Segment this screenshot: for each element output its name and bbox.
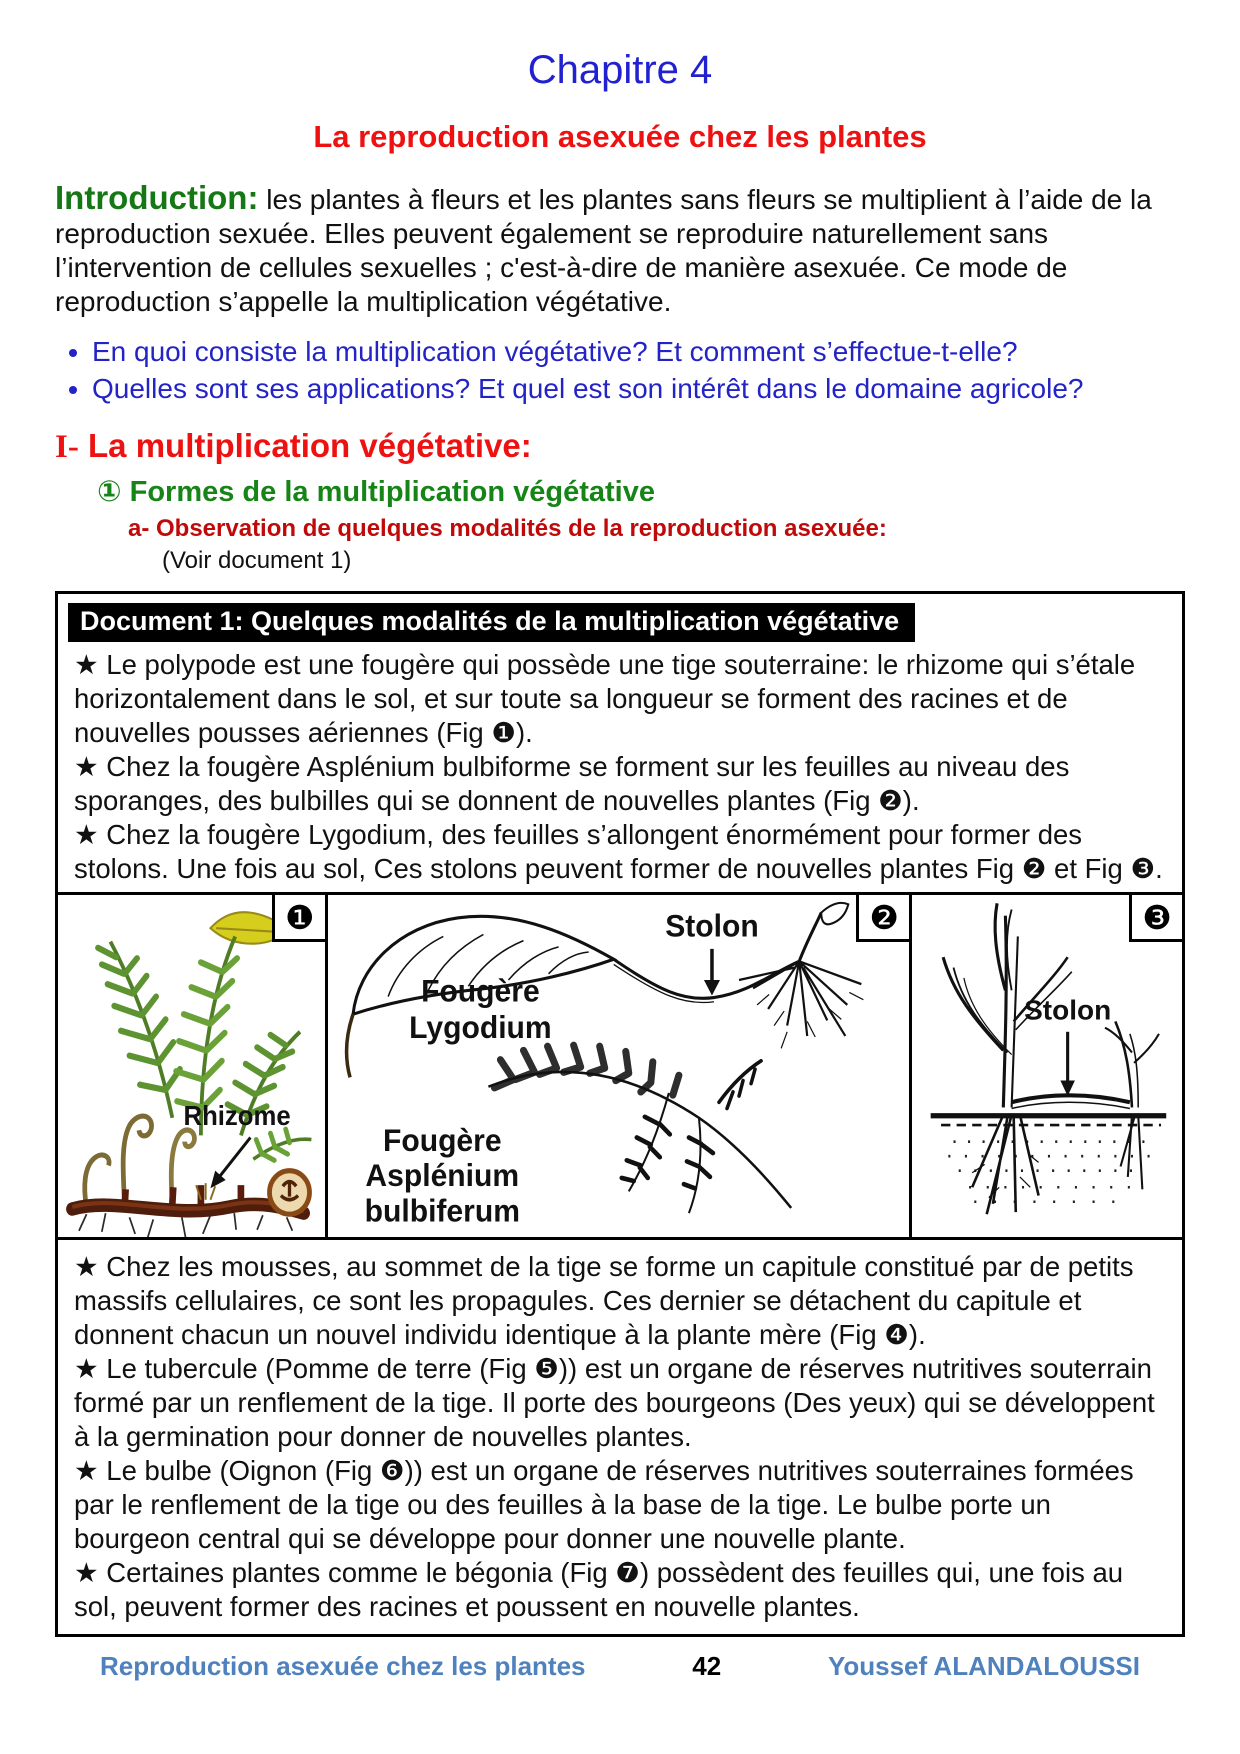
footer-course-title: Reproduction asexuée chez les plantes: [100, 1651, 586, 1681]
figure-2-badge: ❷: [856, 895, 909, 942]
figure-2-asplenium-label-line2: Asplénium: [365, 1158, 519, 1194]
figure-2-lygodium-asplenium: [328, 895, 912, 1237]
figure-1-rhizome-label: Rhizome: [183, 1100, 291, 1132]
section-heading-1: [55, 427, 1240, 466]
figure-2-stolon-label: Stolon: [664, 909, 759, 944]
question-item-1: • En quoi consiste la multiplication végétative? Et comment s’effectue-t-elle?: [92, 333, 1240, 370]
doc-paragraph: ★ Le bulbe (Oignon (Fig ❻)) est un organe de réserves nutritives souterraines formées par le renflement de la tige ou des feuilles à la base de la tige. Le bulbe porte un bourgeon central qui se développe pour donner une nouvelle plante.: [74, 1455, 1134, 1554]
figure-row: [58, 892, 1182, 1240]
intro-text: les plantes à fleurs et les plantes sans fleurs se multiplient à l’aide de la reproduction sexuée. Elles peuvent également se reproduire naturellement sans l’intervention de cellules sexuelles ; c'est-à-dire de manière asexuée. Ce mode de reproduction s’appelle la multiplication végétative.: [55, 184, 1152, 317]
doc-paragraph: ★ Certaines plantes comme le bégonia (Fig ❼) possèdent des feuilles qui, une fois au sol, peuvent former des racines et poussent en nouvelle plantes.: [74, 1557, 1124, 1622]
doc-paragraph: ★ Le polypode est une fougère qui possède une tige souterraine: le rhizome qui s’étale horizontalement dans le sol, et sur toute sa longueur se forment des racines et de nouvelles pousses aériennes (Fig ❶).: [74, 649, 1136, 748]
figure-3-stolon-label: Stolon: [1024, 994, 1112, 1026]
figure-2-asplenium-label-line1: Fougère: [382, 1123, 502, 1159]
question-item-2: • Quelles sont ses applications? Et quel est son intérêt dans le domaine agricole?: [92, 370, 1240, 407]
document-1-title-bar: Document 1: Quelques modalités de la multiplication végétative: [68, 603, 915, 642]
section-title-text: La multiplication végétative:: [78, 427, 532, 464]
figure-3-drawing: [912, 895, 1182, 1237]
figure-1-drawing: [58, 895, 325, 1237]
figure-3-stolon: [912, 895, 1182, 1237]
question-list: [60, 333, 1240, 407]
document-1-text-top: [58, 642, 1182, 892]
voir-document-note: (Voir document 1): [162, 547, 352, 574]
figure-3-badge: ❸: [1129, 895, 1182, 942]
intro-paragraph: [55, 181, 1185, 319]
footer-page-number: 42: [692, 1651, 722, 1681]
footer-author: Youssef ALANDALOUSSI: [827, 1651, 1140, 1681]
figure-1-polypode: [58, 895, 328, 1237]
document-1-text-bottom: [58, 1240, 1182, 1634]
intro-label: Introduction:: [55, 179, 259, 216]
doc-paragraph: ★ Chez les mousses, au sommet de la tige se forme un capitule constitué par de petits massifs cellulaires, ce sont les propagules. Ces dernier se détachent du capitule et donnent chacun un nouvel individu identique à la plante mère (Fig ❹).: [74, 1251, 1134, 1350]
figure-2-lygodium-label-line1: Fougère: [420, 974, 540, 1009]
subsection-heading-formes: ① Formes de la multiplication végétative: [97, 476, 655, 508]
page-footer: [100, 1651, 1140, 1682]
doc-paragraph: ★ Chez la fougère Asplénium bulbiforme se forment sur les feuilles au niveau des sporanges, des bulbilles qui se donnent de nouvelles plantes (Fig ❷).: [74, 751, 1070, 816]
figure-2-asplenium-label-line3: bulbiferum: [364, 1194, 520, 1229]
document-1-box: [55, 591, 1185, 1637]
chapter-title: Chapitre 4: [527, 48, 713, 92]
doc-paragraph: ★ Le tubercule (Pomme de terre (Fig ❺)) est un organe de réserves nutritives souterrain formé par un renflement de la tige. Il porte des bourgeons (Des yeux) qui se développent à la germination pour donner de nouvelles plantes.: [74, 1353, 1155, 1452]
figure-2-drawing: [328, 895, 909, 1237]
figure-1-badge: ❶: [272, 895, 325, 942]
main-title: La reproduction asexuée chez les plantes: [313, 119, 927, 154]
section-numeral: I-: [55, 429, 79, 465]
subsection-heading-observation: a- Observation de quelques modalités de la reproduction asexuée:: [128, 515, 887, 542]
figure-2-lygodium-label-line2: Lygodium: [408, 1010, 552, 1046]
doc-paragraph: ★ Chez la fougère Lygodium, des feuilles s’allongent énormément pour former des stolons. Une fois au sol, Ces stolons peuvent former de nouvelles plantes Fig ❷ et Fig ❸.: [74, 819, 1163, 884]
